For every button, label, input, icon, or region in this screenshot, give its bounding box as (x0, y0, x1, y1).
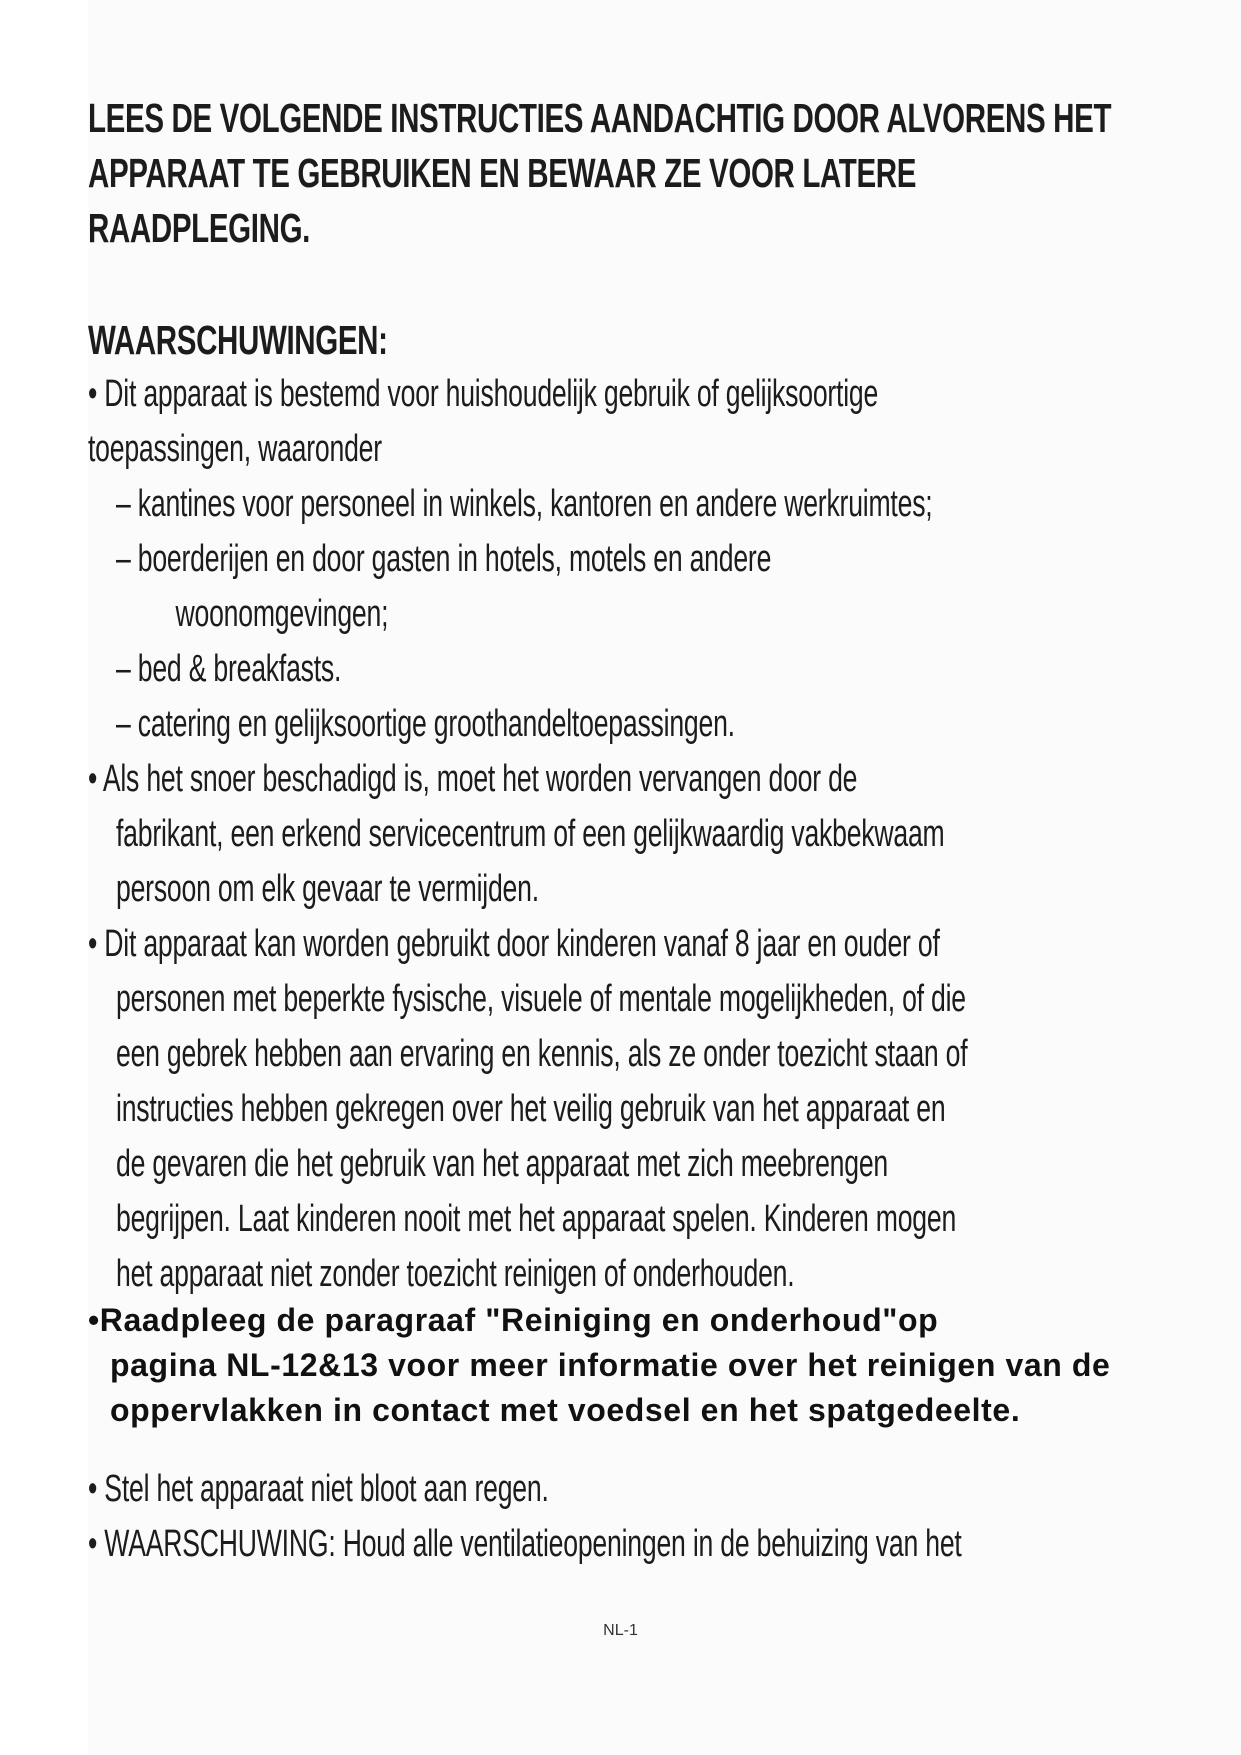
warning-text-line: het apparaat niet zonder toezicht reinigen of onderhouden. (116, 1253, 795, 1295)
sub-item-continuation: woonomgevingen; (175, 593, 389, 635)
warnings-list-part1 (88, 367, 967, 1302)
cleaning-reference-note (88, 1298, 1110, 1433)
note-line: •Raadpleeg de paragraaf "Reiniging en onderhoud"op (88, 1302, 939, 1338)
warning-bullet-line: • Dit apparaat is bestemd voor huishoudelijk gebruik of gelijksoortige (88, 373, 879, 415)
warning-bullet-line: • WAARSCHUWING: Houd alle ventilatieopeningen in de behuizing van het (88, 1523, 962, 1565)
warning-text-line: personen met beperkte fysische, visuele of mentale mogelijkheden, of die (116, 978, 966, 1020)
warning-bullet-line: • Stel het apparaat niet bloot aan regen. (88, 1468, 549, 1510)
intro-heading (88, 90, 1111, 255)
warning-text-line: fabrikant, een erkend servicecentrum of een gelijkwaardig vakbekwaam (116, 813, 945, 855)
warnings-list-part2 (88, 1462, 962, 1572)
sub-item-line: – kantines voor personeel in winkels, kantoren en andere werkruimtes; (116, 483, 933, 525)
warning-bullet-line: • Als het snoer beschadigd is, moet het worden vervangen door de (88, 758, 858, 800)
intro-heading-line: APPARAAT TE GEBRUIKEN EN BEWAAR ZE VOOR LATERE (88, 150, 917, 196)
sub-item-line: – catering en gelijksoortige groothandeltoepassingen. (116, 703, 735, 745)
warning-bullet-line: • Dit apparaat kan worden gebruikt door kinderen vanaf 8 jaar en ouder of (88, 923, 940, 965)
warning-text-line: begrijpen. Laat kinderen nooit met het apparaat spelen. Kinderen mogen (116, 1198, 957, 1240)
note-line: oppervlakken in contact met voedsel en het spatgedeelte. (110, 1392, 1021, 1428)
warning-text-line: instructies hebben gekregen over het veilig gebruik van het apparaat en (116, 1088, 946, 1130)
warning-text-line: de gevaren die het gebruik van het apparaat met zich meebrengen (116, 1143, 888, 1185)
warning-text-line: een gebrek hebben aan ervaring en kennis, als ze onder toezicht staan of (116, 1033, 968, 1075)
page-number: NL-1 (603, 1622, 638, 1639)
intro-heading-line: RAADPLEGING. (88, 205, 311, 251)
warning-text-line: persoon om elk gevaar te vermijden. (116, 868, 539, 910)
intro-heading-line: LEES DE VOLGENDE INSTRUCTIES AANDACHTIG DOOR ALVORENS HET (88, 95, 1112, 141)
warnings-heading: WAARSCHUWINGEN: (88, 317, 388, 363)
sub-item-line: – bed & breakfasts. (116, 648, 342, 690)
warning-text-line: toepassingen, waaronder (88, 428, 382, 470)
note-line: pagina NL-12&13 voor meer informatie over het reinigen van de (110, 1347, 1111, 1383)
sub-item-line: – boerderijen en door gasten in hotels, motels en andere (116, 538, 772, 580)
